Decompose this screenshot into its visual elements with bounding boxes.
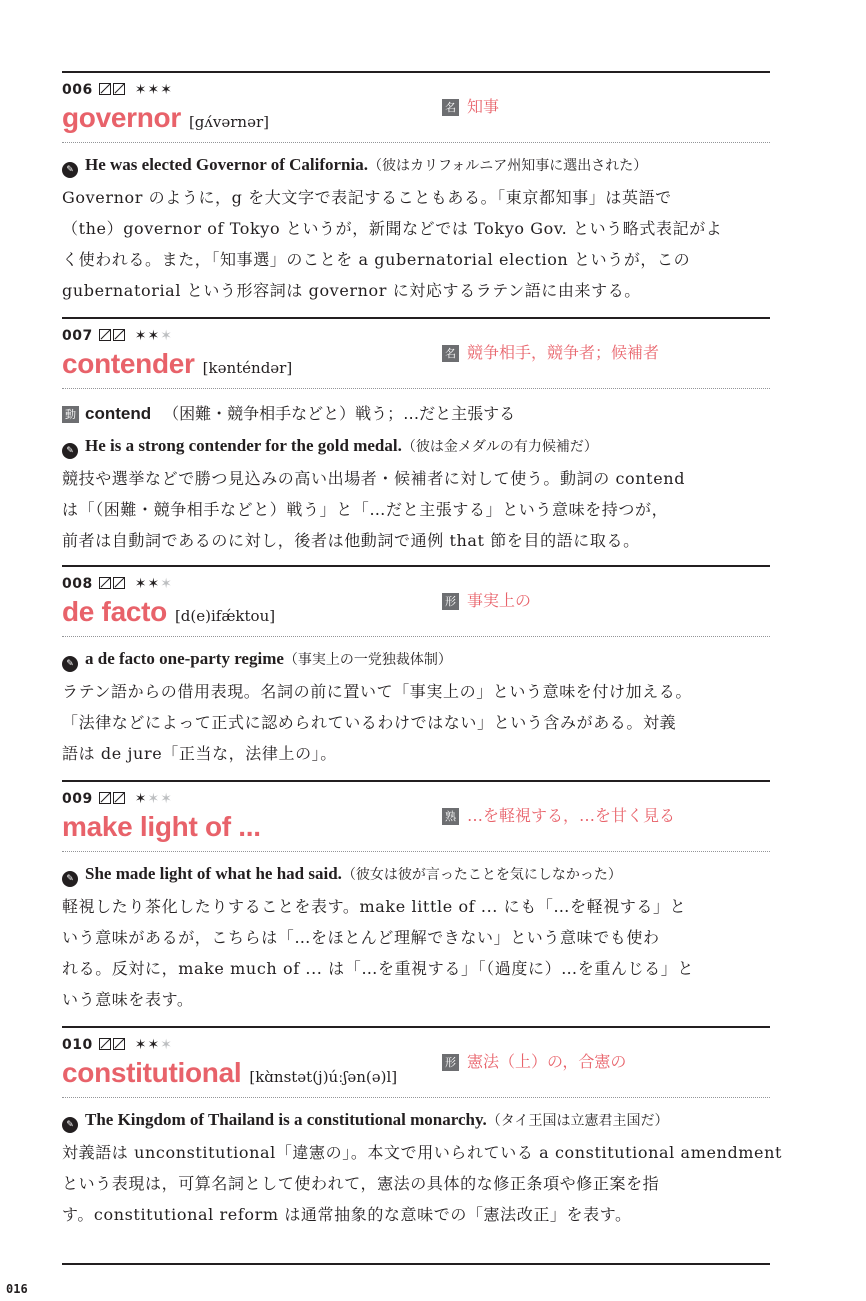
example-sentence: ✎ The Kingdom of Thailand is a constitutional monarchy.（タイ王国は立憲君主国だ） [62, 1110, 770, 1133]
related-word: 動 contend （困難・競争相手などと）戦う；…だと主張する [62, 401, 770, 424]
entry-006 [62, 74, 770, 306]
importance-stars: ✶✶✶ [134, 1037, 173, 1053]
page-number: 016 [6, 1282, 28, 1296]
explanation: 対義語は unconstitutional「違憲の」。本文で用いられている a constitutional amendment という表現は，可算名詞として使われて，憲法の具体的な修正条項や修正案を指 す。constitutional reform は通常抽象的な意味での「憲法改正」を表す。 [62, 1143, 783, 1224]
meaning: …を軽視する，…を甘く見る [467, 806, 676, 825]
importance-stars: ✶✶✶ [134, 576, 173, 592]
headword: constitutional [kɑ̀nstət(j)úːʃən(ə)l] [62, 1057, 398, 1088]
definition [442, 340, 659, 363]
definition [442, 94, 499, 117]
meaning: 競争相手，競争者；候補者 [467, 343, 660, 362]
example-icon: ✎ [62, 1117, 78, 1133]
headword: make light of ... [62, 811, 261, 842]
meaning: 憲法（上）の，合憲の [467, 1052, 627, 1071]
page-bottom-rule [62, 1263, 770, 1265]
example-sentence: ✎ He is a strong contender for the gold medal.（彼は金メダルの有力候補だ） [62, 436, 770, 459]
meaning: 事実上の [467, 591, 532, 610]
pos-tag: 熟 [442, 808, 459, 825]
checkbox-icon[interactable] [113, 83, 125, 95]
definition [442, 588, 531, 611]
related-pos-tag: 動 [62, 406, 79, 423]
entry-number: 009 [62, 791, 93, 807]
explanation: 競技や選挙などで勝つ見込みの高い出場者・候補者に対して使う。動詞の contend は「（困難・競争相手などと）戦う」と「…だと主張する」という意味を持つが， 前者は自動詞であるのに対し，後者は他動詞で通例 that 節を目的語に取る。 [62, 469, 686, 550]
pronunciation: [kɑ̀nstət(j)úːʃən(ə)l] [249, 1068, 398, 1086]
pronunciation: [kənténdər] [202, 359, 293, 377]
pos-tag: 形 [442, 1054, 459, 1071]
dotted-divider [62, 388, 770, 389]
entry-divider [62, 565, 770, 567]
entry-divider [62, 71, 770, 73]
entry-divider [62, 1026, 770, 1028]
importance-stars: ✶✶✶ [134, 791, 173, 807]
headword: governor [gʌ́vərnər] [62, 102, 269, 133]
dotted-divider [62, 1097, 770, 1098]
dotted-divider [62, 636, 770, 637]
entry-number: 010 [62, 1037, 93, 1053]
example-icon: ✎ [62, 656, 78, 672]
pos-tag: 形 [442, 593, 459, 610]
entry-number: 006 [62, 82, 93, 98]
entry-meta [62, 82, 173, 98]
dotted-divider [62, 142, 770, 143]
entry-009 [62, 783, 770, 1015]
headword: contender [kənténdər] [62, 348, 293, 379]
entry-number: 007 [62, 328, 93, 344]
entry-number: 008 [62, 576, 93, 592]
entry-meta [62, 328, 173, 344]
explanation: 軽視したり茶化したりすることを表す。make little of ... にも「…を軽視する」と いう意味があるが，こちらは「…をほとんど理解できない」という意味でも使わ れる。反対に，make much of ... は「…を重視する」「（過度に）…を重んじる」と いう意味を表す。 [62, 897, 694, 1009]
definition [442, 803, 675, 826]
example-icon: ✎ [62, 443, 78, 459]
entry-010 [62, 1029, 783, 1230]
example-icon: ✎ [62, 871, 78, 887]
checkbox-icon[interactable] [113, 577, 125, 589]
importance-stars: ✶✶✶ [134, 328, 173, 344]
entry-008 [62, 568, 770, 769]
entry-meta [62, 576, 173, 592]
entry-meta [62, 1037, 173, 1053]
definition [442, 1049, 626, 1072]
entry-divider [62, 317, 770, 319]
explanation: Governor のように，g を大文字で表記することもある。「東京都知事」は英語で （the）governor of Tokyo というが，新聞などでは Tokyo Gov. という略式表記がよ く使われる。また，「知事選」のことを a gubernatorial election というが，この gubernatorial という形容詞は governor に対応するラテン語に由来する。 [62, 188, 723, 300]
example-sentence: ✎ He was elected Governor of California.（彼はカリフォルニア州知事に選出された） [62, 155, 770, 178]
pronunciation: [d(e)ifǽktou] [174, 607, 276, 625]
checkbox-icon[interactable] [113, 792, 125, 804]
checkbox-icon[interactable] [113, 329, 125, 341]
pronunciation: [gʌ́vərnər] [188, 113, 269, 131]
dotted-divider [62, 851, 770, 852]
checkbox-icon[interactable] [113, 1038, 125, 1050]
entry-007 [62, 320, 770, 556]
example-sentence: ✎ a de facto one-party regime（事実上の一党独裁体制） [62, 649, 770, 672]
headword: de facto [d(e)ifǽktou] [62, 596, 276, 627]
checkbox-icon[interactable] [99, 329, 111, 341]
pos-tag: 名 [442, 99, 459, 116]
checkbox-icon[interactable] [99, 792, 111, 804]
example-icon: ✎ [62, 162, 78, 178]
checkbox-icon[interactable] [99, 1038, 111, 1050]
meaning: 知事 [467, 97, 500, 116]
example-sentence: ✎ She made light of what he had said.（彼女は彼が言ったことを気にしなかった） [62, 864, 770, 887]
pos-tag: 名 [442, 345, 459, 362]
importance-stars: ✶✶✶ [134, 82, 173, 98]
entry-divider [62, 780, 770, 782]
checkbox-icon[interactable] [99, 577, 111, 589]
entry-meta [62, 791, 173, 807]
explanation: ラテン語からの借用表現。名詞の前に置いて「事実上の」という意味を付け加える。 「法律などによって正式に認められているわけではない」という含みがある。対義 語は de jure「正当な，法律上の」。 [62, 682, 693, 763]
checkbox-icon[interactable] [99, 83, 111, 95]
